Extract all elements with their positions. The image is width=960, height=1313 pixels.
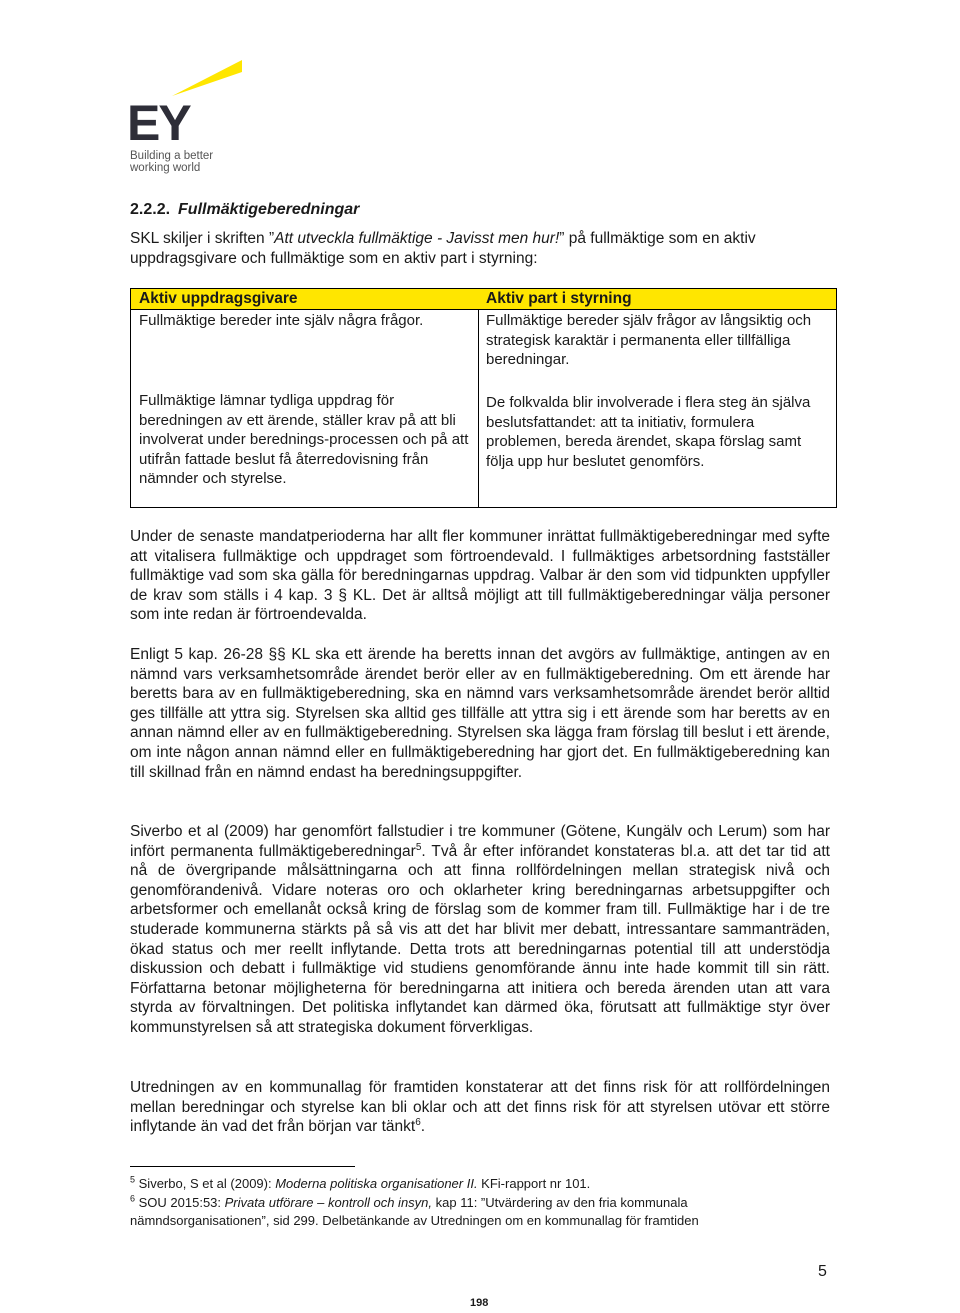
intro-text-post: ” på fullmäktige som en aktiv uppdragsgivare och fullmäktige som en aktiv part i styrning: <box>130 230 756 267</box>
footnote-5-text-pre: Siverbo, S et al (2009): <box>138 1176 276 1191</box>
footnote-5 <box>130 1175 820 1193</box>
section-title: Fullmäktigeberedningar <box>178 201 360 218</box>
body-paragraph-4 <box>130 1078 830 1137</box>
footnote-ref-5: 5 <box>415 841 422 853</box>
table-cell-right-2: De folkvalda blir involverade i flera steg än själva beslutsfattandet: att ta initiativ, formulera problemen, bereda ärendet, skapa förslag samt följa upp hur beslutet genomförs. <box>486 394 811 470</box>
page-number: 5 <box>818 1263 827 1280</box>
footnote-5-number: 5 <box>130 1174 136 1185</box>
ey-logo-text: EY <box>127 95 190 151</box>
table-cell-right-1: Fullmäktige bereder själv frågor av långsiktig och strategisk karaktär i permanenta eller tillfälliga beredningar. <box>486 312 812 368</box>
table-header-left: Aktiv uppdragsgivare <box>131 289 478 310</box>
intro-title-italic: Att utveckla fullmäktige - Javisst men hur! <box>274 230 560 247</box>
body-paragraph-3-text-a: Siverbo et al (2009) har genomfört fallstudier i tre kommuner (Götene, Kungälv och Lerum) som har infört permanenta fullmäktigeberedningar <box>130 823 830 860</box>
body-paragraph-4-text-b: . <box>420 1118 426 1136</box>
document-page-number: 198 <box>470 1297 489 1309</box>
footnote-5-title: Moderna politiska organisationer II. <box>275 1176 478 1191</box>
footnote-6-text-post: kap 11: ”Utvärdering av den fria kommunala nämndsorganisationen”, sid 299. Delbetänkande av Utredningen om en kommunallag för framtiden <box>130 1195 699 1228</box>
intro-paragraph <box>130 229 830 268</box>
footnote-5-text-post: KFi-rapport nr 101. <box>477 1176 591 1191</box>
table-cell-left-2: Fullmäktige lämnar tydliga uppdrag för beredningen av ett ärende, ställer krav på att bli involverat under berednings-processen och på att utifrån fattade beslut få återredovisning från nämnder och styrelse. <box>139 392 469 487</box>
section-heading <box>130 200 359 220</box>
intro-text-pre: SKL skiljer i skriften ” <box>130 230 275 247</box>
ey-tagline <box>130 150 213 174</box>
footnote-6 <box>130 1194 820 1230</box>
body-paragraph-3-text-b: . Två år efter införandet konstateras bl.a. att det tar tid att nå de övergripande målsättningarna och att finna rollfördelningen mellan strategisk nivå och genomförandenivå. Vidare noteras oro och oklarheter kring beredningarnas arbetsuppgifter och arbetsformer och emellanåt också kring de förslag som de kommer fram till. Fullmäktige har i de tre studerade kommunerna stärkts på så vis att det har blivit mer debatt, intressantare sammanträden, ökad status och mer reellt inflytande. Detta trots att beredningarnas potential till att understödja diskussion och debatt i fullmäktige vid studiens genomförande ännu inte hade kommit till sin rätt. Författarna betonar möjligheterna för beredningarna att initiera och bereda ärenden utan att vara styrda av förvaltningen. Det politiska inflytandet kan därmed öka, förutsatt att fullmäktige styr över kommunstyrelsen så att strategiska dokument förverkligas. <box>130 842 830 1036</box>
body-paragraph-1: Under de senaste mandatperioderna har allt fler kommuner inrättat fullmäktigeberedningar med syfte att vitalisera fullmäktige och uppdraget som förtroendevald. I fullmäktiges arbetsordning fastställer fullmäktige vad som ska gälla för beredningarnas uppdrag. Valbar är den som vid tidpunkten uppfyller de krav som ställs i 4 kap. 3 § KL. Det är alltså möjligt att till fullmäktigeberedningar välja personer som inte redan är förtroendevalda. <box>130 528 830 624</box>
body-paragraph-2: Enligt 5 kap. 26-28 §§ KL ska ett ärende ha beretts innan det avgörs av fullmäktige, antingen av en nämnd vars verksamhetsområde ärendet berör eller av en fullmäktigeberedning. Om ett ärende har beretts bara av en fullmäktigeberedning, ska en nämnd vars verksamhetsområde ärendet berör alltid ges tillfälle att yttra sig. Styrelsen ska alltid ges tillfälle att yttra sig i ett ärende som har beretts av en annan nämnd eller av en fullmäktigeberedning. Styrelsen ska lägga fram förslag till beslut i ett ärende, om inte någon annan nämnd eller en fullmäktigeberedning har gjort det. En fullmäktigeberedning kan till skillnad från en nämnd endast ha beredningsuppgifter. <box>130 646 830 781</box>
footnote-6-title: Privata utförare – kontroll och insyn, <box>224 1195 433 1210</box>
footnote-6-number: 6 <box>130 1193 136 1204</box>
table-column-right <box>478 289 836 507</box>
table-cell-left-1: Fullmäktige bereder inte själv några frågor. <box>139 312 424 329</box>
table-header-right: Aktiv part i styrning <box>478 289 836 310</box>
ey-tagline-line-2: working world <box>130 162 201 174</box>
ey-tagline-line-1: Building a better <box>130 150 214 162</box>
footnote-6-text-pre: SOU 2015:53: <box>138 1195 225 1210</box>
body-paragraph-3 <box>130 822 830 1038</box>
body-paragraph-4-text-a: Utredningen av en kommunallag för framtiden konstaterar att det finns risk för att rollfördelningen mellan beredningar och styrelse kan bli oklar och att det finns risk för att styrelsen utövar ett större inflytande än vad det från början var tänkt <box>130 1079 830 1136</box>
table-column-left <box>131 289 479 507</box>
section-number: 2.2.2. <box>130 201 171 218</box>
ey-logo-bolt-icon <box>172 58 242 98</box>
comparison-table <box>130 288 837 508</box>
footnote-divider <box>130 1166 355 1167</box>
footnote-ref-6: 6 <box>415 1117 421 1129</box>
